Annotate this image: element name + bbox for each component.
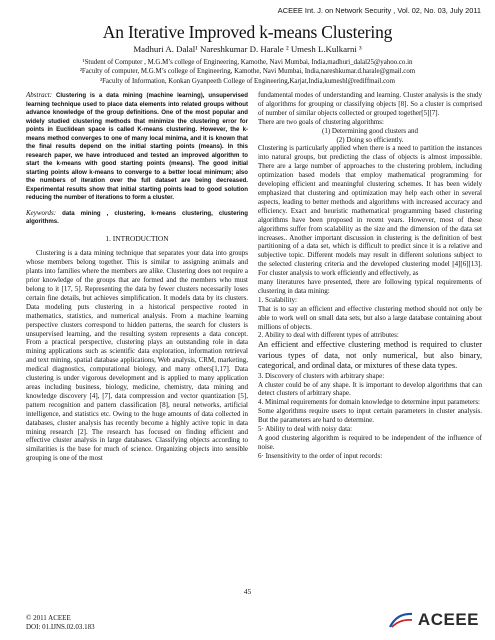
abstract [26, 91, 248, 203]
author-list: Madhuri A. Dalal¹ Nareshkumar D. Harale ² Umesh L.Kulkarni ³ [133, 44, 362, 54]
right-paragraph-4: many literatures have presented, there are following typical requirements of clustering in data mining: [258, 278, 482, 295]
affiliation-3: ³Faculty of Information, Konkan Gyanpeeth College of Engineering,Karjat,India,kumeshl@rediffmail.com [100, 77, 395, 85]
footer-copyright: © 2011 ACEEE [26, 614, 71, 622]
requirement-2-text: An efficient and effective clustering method is required to cluster various types of data, not only numerical, but also binary, categorical, and ordinal data, or mixtures of these data types. [258, 340, 482, 371]
affiliation-2: ²Faculty of computer, M.G.M’s college of Engineering, Kamothe, Navi Mumbai, India,nareshkumar.d.harale@gmail.com [79, 68, 416, 76]
right-column [258, 91, 482, 461]
right-paragraph-3: Clustering is particularly applied when there is a need to partition the instances into natural groups, but predicting the class of objects is almost impossible. There are a large number of approaches to the clustering problem, including optimization based models that employ mathematical programming for developing efficient and meaningful clustering schemes. It has been widely emphasized that clustering and optimization may help each other in several aspects, leading to better methods and algorithms with increased accuracy and efficiency. Exact and heuristic mathematical programming based clustering algorithms have been proposed in recent years. However, most of these algorithms suffer from scalability as the size and the dimension of the data set increases.. Another important discussion in clustering is the definition of best partitioning of a data set, which is difficult to predict since it is a relative and subjective topic. Different models may result in different solutions subject to the selected clustering criteria and the developed clustering model [4][6][13]. For cluster analysis to work efficiently and effectively, as [258, 144, 482, 278]
section-heading-introduction: 1. INTRODUCTION [105, 233, 169, 243]
requirement-2-heading: 2. Ability to deal with different types of attributes: [258, 331, 399, 340]
goal-2: (2) Doing so efficiently. [336, 135, 404, 144]
requirement-5-heading: 5· Ability to deal with noisy data: [258, 425, 353, 434]
abstract-label: Abstract: [26, 91, 53, 99]
affiliation-1: ¹Student of Computer , M.G.M’s college of Engineering, Kamothe, Navi Mumbai, India,madhuri_dalal25@yahoo.co.in [82, 59, 413, 66]
page-number: 45 [243, 587, 252, 596]
keywords-text: data mining , clustering, k-means clustering, clustering algorithms. [26, 209, 248, 225]
affiliations [0, 58, 495, 86]
intro-paragraph: Clustering is a data mining technique that separates your data into groups whose members belong together. This is similar to assigning animals and plants into families where the members are alike. Clustering does not require a prior knowledge of the groups that are formed and the members who must belong to it [17, 5]. Representing the data by fewer clusters necessarily loses certain fine details, but achieves simplification. It models data by its clusters. Data modeling puts clustering in a historical perspective rooted in mathematics, statistics, and numerical analysis. From a machine learning perspective clusters correspond to hidden patterns, the search for clusters is unsupervised learning, and the resulting system represents a data concept. From a practical perspective, clustering plays an outstanding role in data mining applications such as scientific data exploration, information retrieval and text mining, spatial database applications, Web analysis, CRM, marketing, medical diagnostics, computational biology, and many others[1,17]. Data clustering is under vigorous development and is applied to many application areas including business, biology, medicine, chemistry, data mining and knowledge discovery [4], [7], data compression and vector quantization [5], pattern recognition and pattern classification [8], neural networks, artificial intelligence, and statistics etc. Owing to the huge amounts of data collected in databases, cluster analysis has recently become a highly active topic in data mining research [2]. The research has focused on finding efficient and effective cluster analysis in large databases. Classifying objects according to similarities is the base for much of science. Organizing objects into sensible grouping is one of the most [26, 249, 248, 463]
logo-text: ACEEE [417, 610, 479, 629]
requirement-1-heading: 1. Scalability: [258, 295, 297, 304]
abstract-text: Clustering is a data mining (machine learning), unsupervised learning technique used to place data elements into related groups without advance knowledge of the group definitions. One of the most popular and widely studied clustering methods that minimize the clustering error for points in Euclidean space is called K-means clustering. However, the k-means method converges to one of many local minima, and it is known that the final results depend on the initial starting points (means). In this research paper, we have introduced and tested an improved algorithm to start the k-means with good starting points (means). The good initial starting points allow k-means to converge to a better local minimum; also the numbers of iteration over the full dataset are being decreased. Experimental results show that initial starting points lead to good solution reducing the number of iterations to form a cluster. [26, 92, 248, 201]
keywords-label: Keywords: [26, 208, 57, 217]
requirement-6-heading: 6· Insensitivity to the order of input records: [258, 451, 383, 460]
right-paragraph-2: There are two goals of clustering algorithms: [258, 117, 384, 126]
goal-1: (1) Determining good clusters and [321, 126, 419, 135]
footer-doi: DOI: 01.IJNS.02.03.183 [26, 623, 95, 631]
requirement-1-text: That is to say an efficient and effective clustering method should not only be able to work well on small data sets, but also a large database containing about millions of objects. [258, 304, 482, 331]
requirement-3-heading: 3. Discovery of clusters with arbitrary shape: [258, 371, 385, 380]
paper-title: An Iterative Improved k-means Clustering [102, 22, 393, 42]
running-head: ACEEE Int. J. on Network Security , Vol. 02, No. 03, July 2011 [277, 6, 481, 15]
requirement-4-heading: 4. Minimal requirements for domain knowledge to determine input parameters: [258, 398, 480, 407]
aceee-logo-icon [388, 611, 414, 629]
footer [26, 614, 95, 632]
requirement-3-text: A cluster could be of any shape. It is important to develop algorithms that can detect clusters of arbitrary shape. [258, 380, 482, 398]
aceee-logo [388, 610, 479, 630]
requirement-5-text: A good clustering algorithm is required to be independent of the influence of noise. [258, 433, 482, 451]
keywords [26, 209, 248, 227]
right-paragraph-1: fundamental modes of understanding and learning. Cluster analysis is the study of algorithms for grouping or classifying objects [8]. So a cluster is comprised of number of similar objects collected or grouped together[5][7]. [258, 91, 482, 117]
left-column [26, 91, 248, 463]
requirement-4-text: Some algorithms require users to input certain parameters in cluster analysis. But the parameters are hard to determine. [258, 407, 482, 425]
